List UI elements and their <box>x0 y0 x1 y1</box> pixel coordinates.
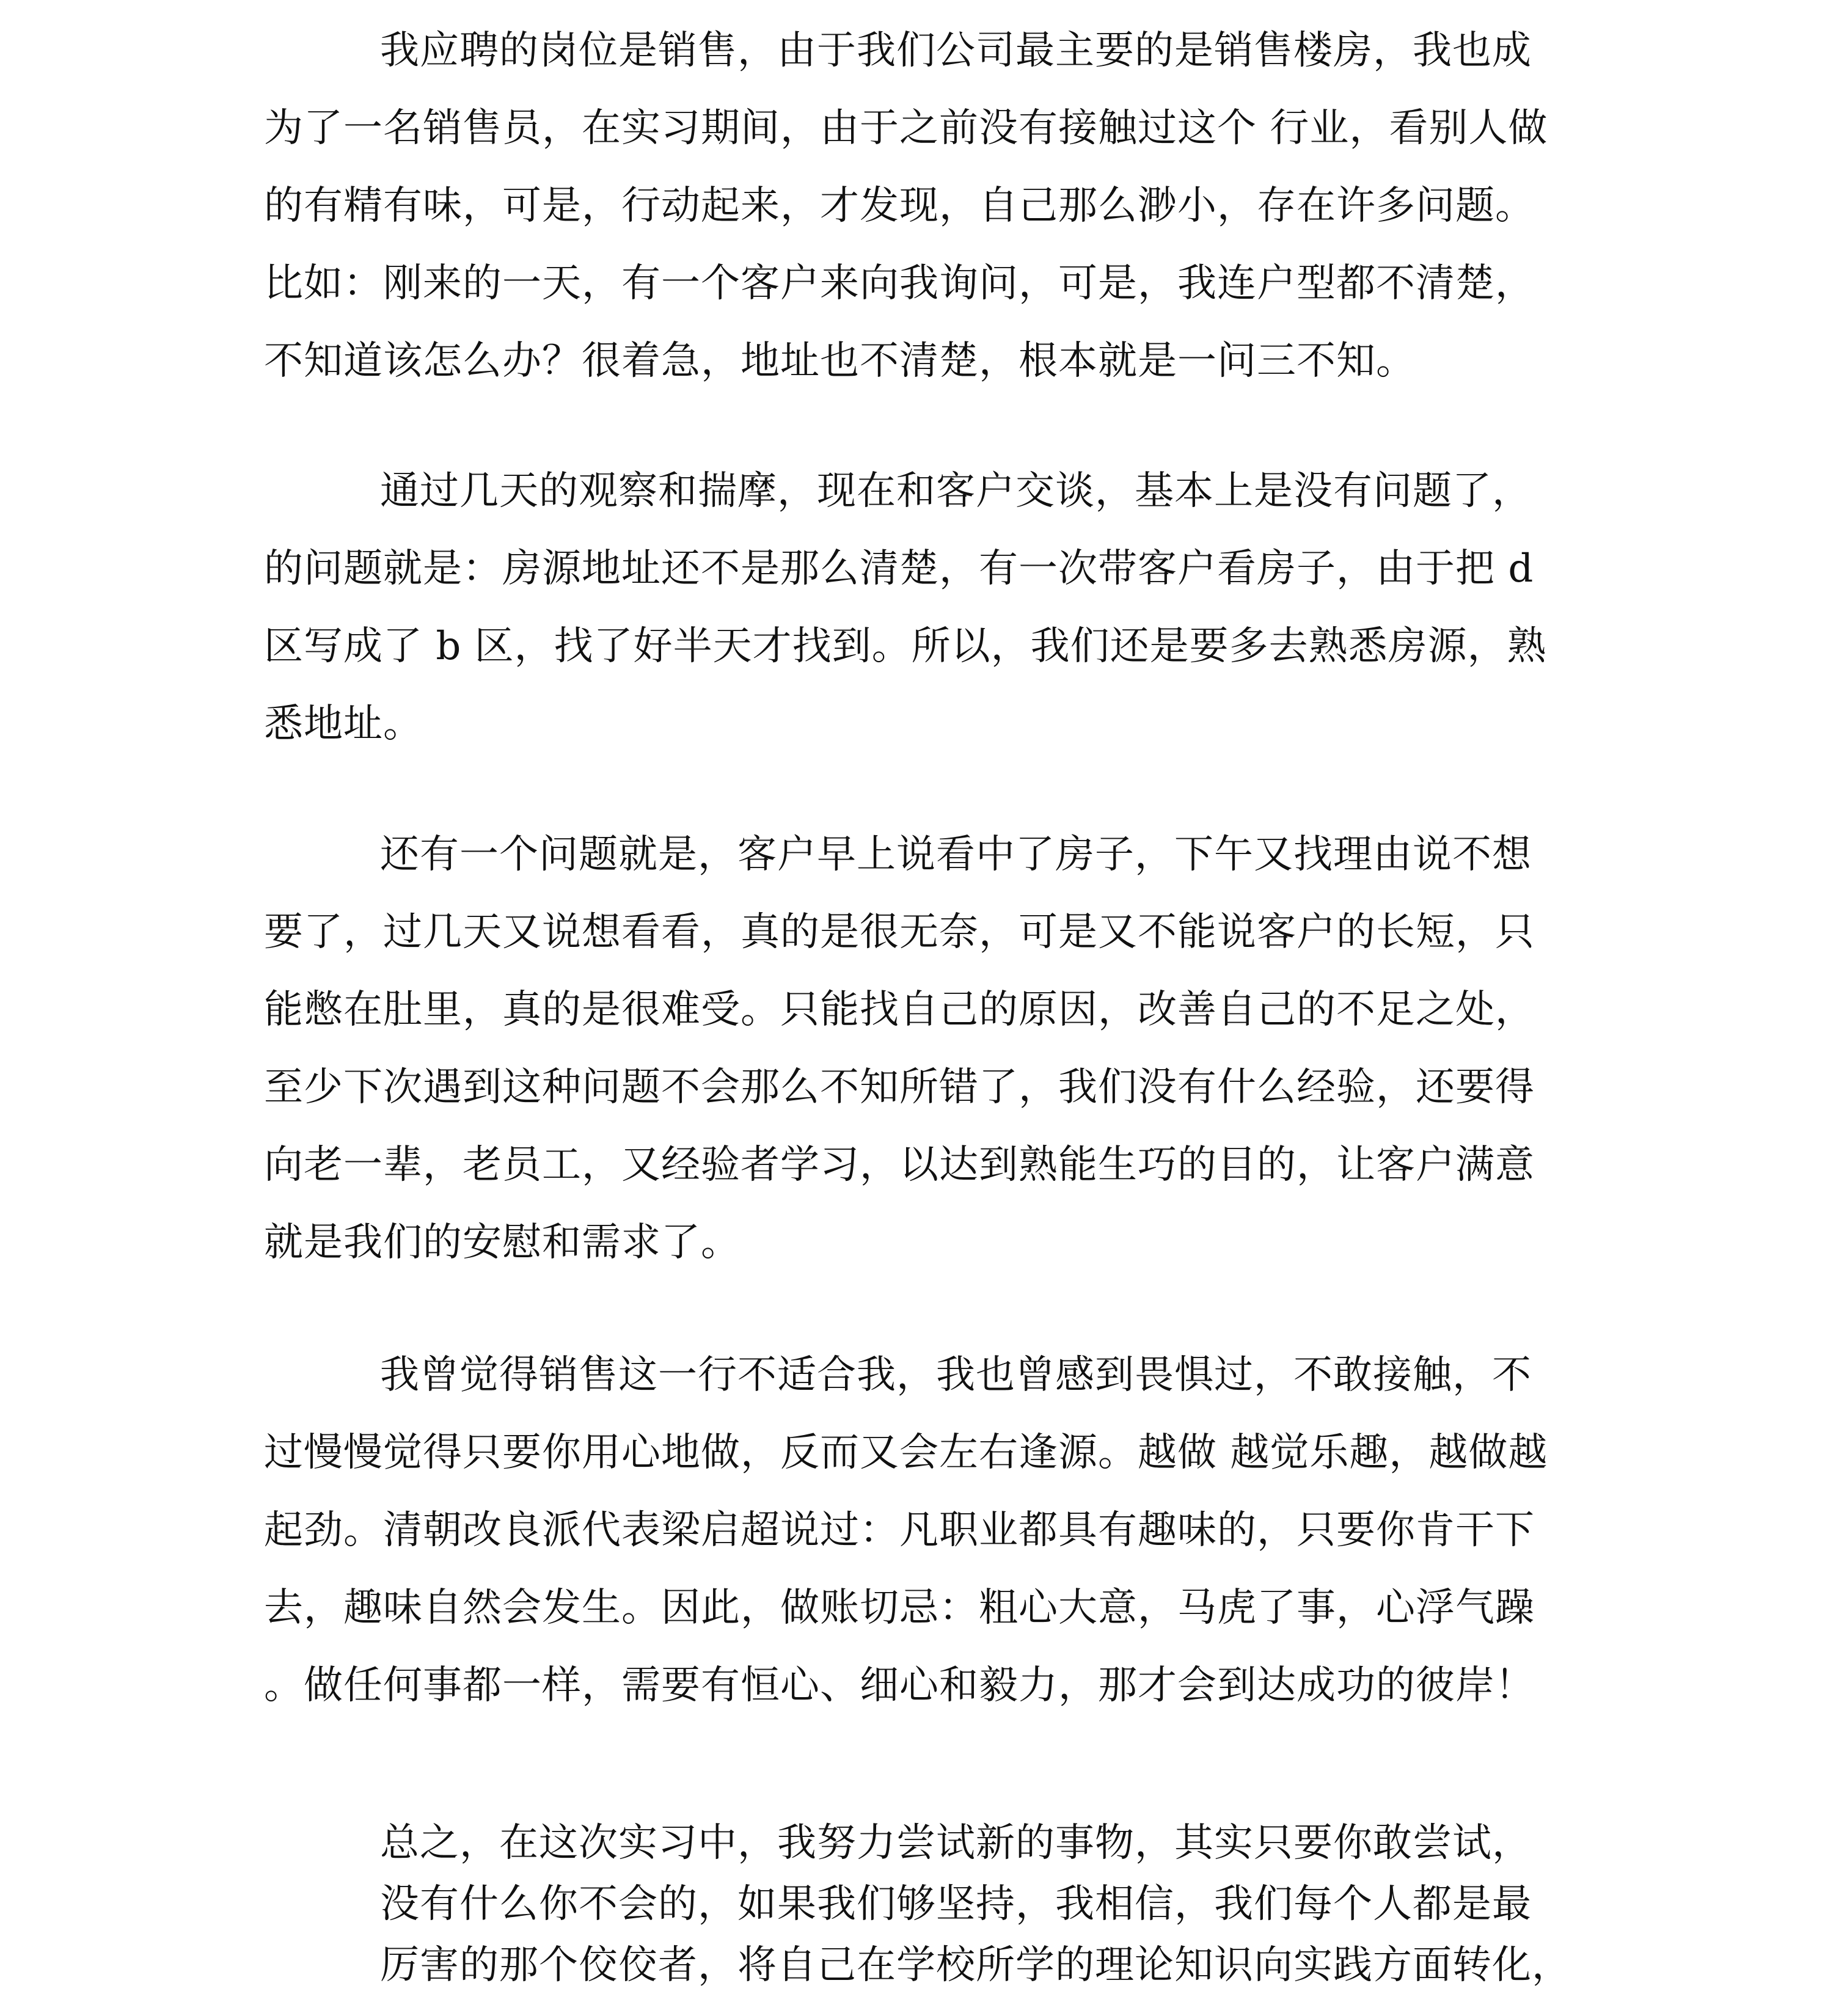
paragraph-line: 就是我们的安慰和需求了。 <box>264 1220 741 1265</box>
paragraph-line: 至少下次遇到这种问题不会那么不知所错了，我们没有什么经验，还要得 <box>264 1065 1535 1110</box>
paragraph-line: 的问题就是：房源地址还不是那么清楚，有一次带客户看房子，由于把 d <box>264 546 1534 591</box>
paragraph-line: 起劲。清朝改良派代表梁启超说过：凡职业都具有趣味的，只要你肯干下 <box>264 1508 1535 1553</box>
paragraph-line: 总之，在这次实习中，我努力尝试新的事物，其实只要你敢尝试， <box>380 1821 1532 1866</box>
paragraph-line: 没有什么你不会的，如果我们够坚持，我相信，我们每个人都是最 <box>380 1882 1532 1927</box>
paragraph-1 <box>264 12 1571 400</box>
paragraph-line: 要了，过几天又说想看看，真的是很无奈，可是又不能说客户的长短，只 <box>264 910 1535 955</box>
paragraph-3 <box>264 816 1571 1282</box>
paragraph-line: 向老一辈，老员工，又经验者学习，以达到熟能生巧的目的，让客户满意 <box>264 1142 1535 1188</box>
paragraph-line: 我曾觉得销售这一行不适合我，我也曾感到畏惧过，不敢接触，不 <box>380 1353 1532 1398</box>
paragraph-line: 通过几天的观察和揣摩，现在和客户交谈，基本上是没有问题了， <box>380 469 1532 514</box>
paragraph-line: 还有一个问题就是，客户早上说看中了房子，下午又找理由说不想 <box>380 832 1532 877</box>
paragraph-line: 区写成了 b 区，找了好半天才找到。所以，我们还是要多去熟悉房源，熟 <box>264 624 1547 669</box>
paragraph-5 <box>264 1813 1571 1996</box>
paragraph-line: 我应聘的岗位是销售，由于我们公司最主要的是销售楼房，我也成 <box>380 28 1532 73</box>
paragraph-line: 的有精有味，可是，行动起来，才发现，自己那么渺小，存在许多问题。 <box>264 183 1535 228</box>
paragraph-line: 能憋在肚里，真的是很难受。只能找自己的原因，改善自己的不足之处， <box>264 987 1535 1032</box>
paragraph-line: 比如：刚来的一天，有一个客户来向我询问，可是，我连户型都不清楚， <box>264 261 1535 306</box>
paragraph-4 <box>264 1337 1571 1725</box>
paragraph-line: 去，趣味自然会发生。因此，做账切忌：粗心大意，马虎了事，心浮气躁 <box>264 1585 1535 1631</box>
paragraph-line: 。做任何事都一样，需要有恒心、细心和毅力，那才会到达成功的彼岸！ <box>264 1663 1535 1708</box>
paragraph-line: 悉地址。 <box>264 701 423 747</box>
paragraph-2 <box>264 453 1571 763</box>
paragraph-line: 过慢慢觉得只要你用心地做，反而又会左右逢源。越做 越觉乐趣，越做越 <box>264 1430 1548 1475</box>
paragraph-line: 为了一名销售员，在实习期间，由于之前没有接触过这个 行业，看别人做 <box>264 106 1548 151</box>
paragraph-line: 厉害的那个佼佼者，将自己在学校所学的理论知识向实践方面转化， <box>380 1943 1571 1988</box>
paragraph-line: 不知道该怎么办？很着急，地址也不清楚，根本就是一问三不知。 <box>264 338 1416 384</box>
